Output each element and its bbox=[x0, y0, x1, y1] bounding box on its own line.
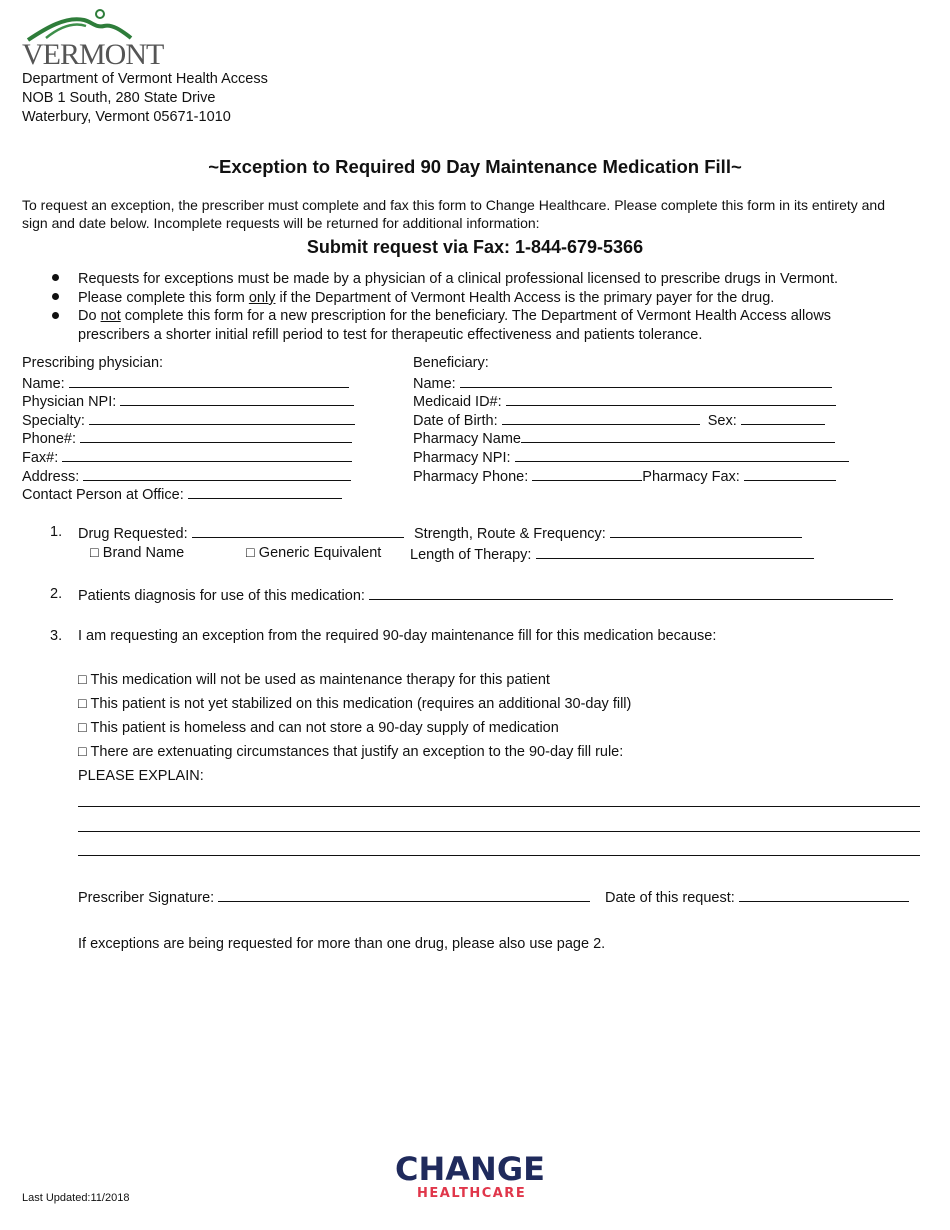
vermont-logo bbox=[22, 8, 164, 71]
bullet-icon bbox=[52, 293, 59, 300]
physician-npi-field[interactable]: Physician NPI: bbox=[22, 391, 354, 411]
bullet-icon bbox=[52, 312, 59, 319]
intro-line-2: sign and date below. Incomplete requests will be returned for additional information: bbox=[22, 215, 540, 231]
drug-requested-field[interactable]: Drug Requested: bbox=[78, 523, 404, 543]
address-field[interactable]: Address: bbox=[22, 466, 351, 486]
sex-label: Sex: bbox=[707, 413, 737, 429]
length-of-therapy-field[interactable]: Length of Therapy: bbox=[410, 544, 814, 564]
logo-wordmark: VERMONT bbox=[22, 38, 164, 71]
medicaid-id-field[interactable]: Medicaid ID#: bbox=[413, 391, 836, 411]
form-title: ~Exception to Required 90 Day Maintenance Medication Fill~ bbox=[208, 156, 742, 177]
page-2-note: If exceptions are being requested for more than one drug, please also use page 2. bbox=[78, 936, 606, 952]
contact-person-field[interactable]: Contact Person at Office: bbox=[22, 484, 342, 504]
reason-checkbox-maintenance[interactable]: □ This medication will not be used as maintenance therapy for this patient bbox=[78, 672, 550, 688]
pharmacy-name-field[interactable]: Pharmacy Name bbox=[413, 428, 835, 448]
pharmacy-fax-label: Pharmacy Fax: bbox=[642, 469, 740, 485]
strength-route-frequency-field[interactable]: Strength, Route & Frequency: bbox=[414, 523, 802, 543]
beneficiary-heading: Beneficiary: bbox=[413, 355, 489, 371]
bullet-icon bbox=[52, 274, 59, 281]
phone-field[interactable]: Phone#: bbox=[22, 428, 352, 448]
bullet-3-text: Do not complete this form for a new prescription for the beneficiary. The Department of Vermont Health Access allows bbox=[78, 308, 832, 324]
address-line-3: Waterbury, Vermont 05671-1010 bbox=[22, 109, 231, 125]
requesting-statement: I am requesting an exception from the required 90-day maintenance fill for this medication because: bbox=[78, 628, 717, 644]
fax-heading: Submit request via Fax: 1-844-679-5366 bbox=[306, 237, 644, 257]
explain-line-2[interactable] bbox=[78, 831, 920, 832]
prescriber-name-field[interactable]: Name: bbox=[22, 373, 349, 393]
reason-checkbox-extenuating[interactable]: □ There are extenuating circumstances that justify an exception to the 90-day fill rule: bbox=[78, 744, 624, 760]
explain-line-1[interactable] bbox=[78, 806, 920, 807]
item-number-2: 2. bbox=[50, 586, 63, 602]
pharmacy-phone-field[interactable]: Pharmacy Phone: Pharmacy Fax: bbox=[413, 466, 836, 486]
logo-healthcare-text: HEALTHCARE bbox=[417, 1186, 527, 1201]
bullet-1-text: Requests for exceptions must be made by a physician of a clinical professional licensed to prescribe drugs in Vermont. bbox=[78, 271, 839, 287]
date-of-request-field[interactable]: Date of this request: bbox=[605, 887, 909, 907]
beneficiary-name-field[interactable]: Name: bbox=[413, 373, 832, 393]
logo-change-text: CHANGE bbox=[395, 1150, 545, 1188]
specialty-field[interactable]: Specialty: bbox=[22, 410, 355, 430]
date-of-birth-field[interactable]: Date of Birth: Sex: bbox=[413, 410, 825, 430]
item-number-1: 1. bbox=[50, 524, 63, 540]
bullet-2-text: Please complete this form only if the Department of Vermont Health Access is the primary payer for the drug. bbox=[78, 290, 775, 306]
reason-checkbox-homeless[interactable]: □ This patient is homeless and can not store a 90-day supply of medication bbox=[78, 720, 559, 736]
last-updated: Last Updated:11/2018 bbox=[22, 1192, 130, 1204]
explain-line-3[interactable] bbox=[78, 855, 920, 856]
bullet-3-text-line2: prescribers a shorter initial refill period to test for therapeutic effectiveness and patients tolerance. bbox=[78, 327, 703, 343]
address-line-1: Department of Vermont Health Access bbox=[22, 71, 268, 87]
reason-checkbox-not-stabilized[interactable]: □ This patient is not yet stabilized on this medication (requires an additional 30-day fill) bbox=[78, 696, 632, 712]
prescriber-heading: Prescribing physician: bbox=[22, 355, 164, 371]
pharmacy-fax-field[interactable] bbox=[744, 466, 836, 481]
prescriber-signature-field[interactable]: Prescriber Signature: bbox=[78, 887, 590, 907]
generic-equivalent-checkbox[interactable]: □ Generic Equivalent bbox=[246, 545, 382, 561]
please-explain-label: PLEASE EXPLAIN: bbox=[78, 768, 204, 784]
pharmacy-npi-field[interactable]: Pharmacy NPI: bbox=[413, 447, 849, 467]
item-number-3: 3. bbox=[50, 628, 63, 644]
intro-line-1: To request an exception, the prescriber must complete and fax this form to Change Healthcare. Please complete this form in its entirety and bbox=[22, 197, 885, 213]
address-line-2: NOB 1 South, 280 State Drive bbox=[22, 90, 216, 106]
diagnosis-field[interactable]: Patients diagnosis for use of this medication: bbox=[78, 585, 893, 605]
change-healthcare-logo bbox=[395, 1150, 565, 1210]
fax-field[interactable]: Fax#: bbox=[22, 447, 352, 467]
brand-name-checkbox[interactable]: □ Brand Name bbox=[90, 545, 185, 561]
sex-field[interactable] bbox=[741, 410, 825, 425]
